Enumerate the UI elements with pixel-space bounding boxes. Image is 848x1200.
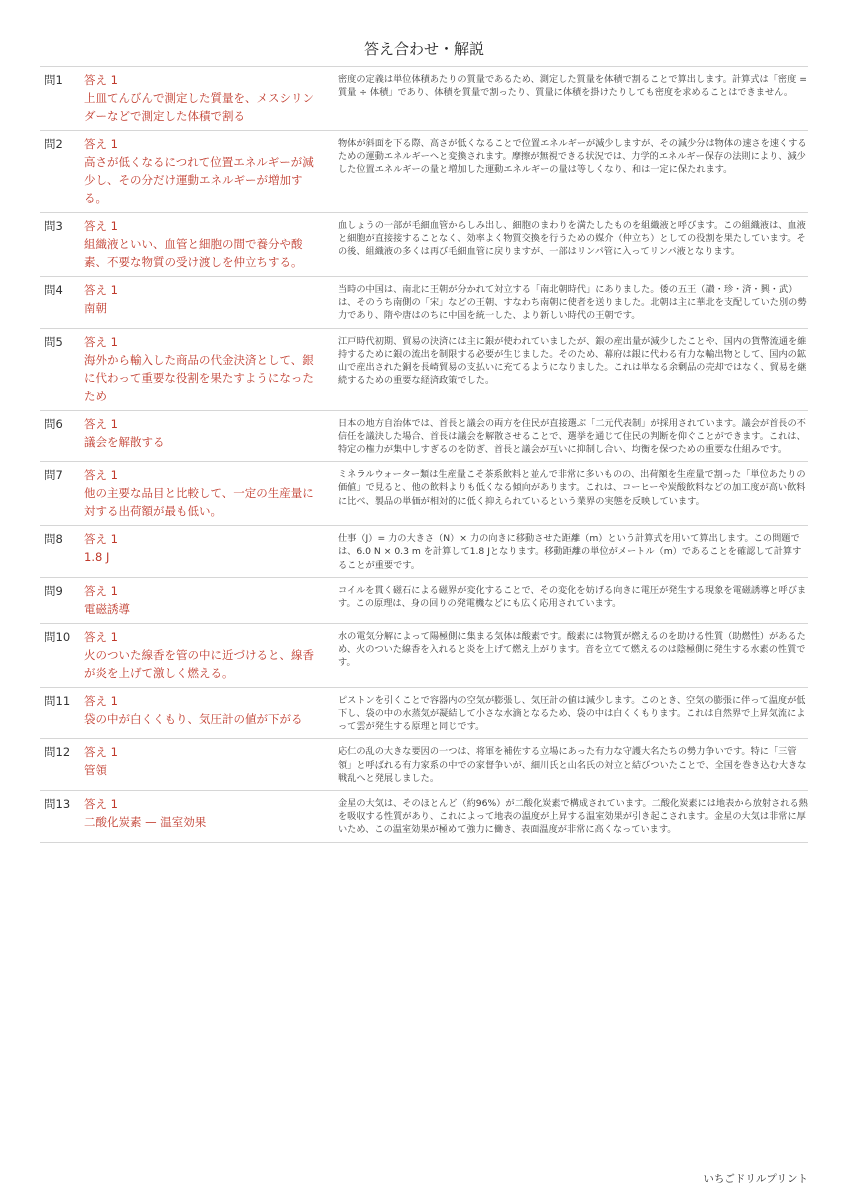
explanation-text: コイルを貫く磁石による磁界が変化することで、その変化を妨げる向きに電圧が発生する現象を電磁誘導と呼びます。この原理は、身の回りの発電機などにも広く応用されています。	[338, 584, 807, 610]
question-number: 問6	[44, 416, 63, 431]
question-number: 問10	[44, 629, 71, 644]
answer-row	[40, 277, 808, 329]
answer-cell	[72, 530, 330, 572]
answer-cell	[72, 628, 330, 682]
answer-text: 他の主要な品目と比較して、一定の生産量に対する出荷額が最も低い。	[84, 486, 314, 519]
explanation-text: 金星の大気は、そのほとんど（約96%）が二酸化炭素で構成されています。二酸化炭素には地表から放射される熱を吸収する性質があり、これによって地表の温度が上昇する温室効果が引き起こされます。金星の大気は非常に厚いため、この温室効果が極めて強力に働き、表面温度が非常に高くなっています。	[338, 798, 808, 836]
answer-row	[40, 624, 808, 688]
answer-text: 1.8 J	[84, 550, 110, 565]
explanation-text: 物体が斜面を下る際、高さが低くなることで位置エネルギーが減少しますが、その減少分は物体の速さを速くするための運動エネルギーへと変換されます。摩擦が無視できる状況では、力学的エネルギー保存の法則により、減少した位置エネルギーの量と増加した運動エネルギーの量は等しくなり、和は一定に保たれます。	[338, 138, 807, 176]
explanation-text: 仕事（J）= 力の大きさ（N）× 力の向きに移動させた距離（m）という計算式を用いて算出します。この問題では、6.0 N × 0.3 m を計算して1.8 Jとなります。移動距離の単位がメートル（m）であることを確認して計算することが重要です。	[338, 533, 802, 571]
answer-list	[40, 66, 808, 843]
question-number: 問12	[44, 745, 71, 760]
explanation-text: 応仁の乱の大きな要因の一つは、将軍を補佐する立場にあった有力な守護大名たちの勢力争いです。特に「三管領」と呼ばれる有力家系の中での家督争いが、細川氏と山名氏の対立と結びついたことで、全国を巻き込む大きな戦乱へと発展しました。	[338, 746, 807, 784]
answer-row	[40, 329, 808, 411]
page-title: 答え合わせ・解説	[363, 40, 484, 58]
answer-text: 火のついた線香を管の中に近づけると、線香が炎を上げて激しく燃える。	[84, 647, 314, 680]
question-number: 問8	[44, 532, 63, 547]
question-number: 問2	[44, 137, 63, 151]
answer-row	[40, 526, 808, 578]
explanation-text: ピストンを引くことで容器内の空気が膨張し、気圧計の値は減少します。このとき、空気の膨張に伴って温度が低下し、袋の中の水蒸気が凝結して小さな水滴となるため、袋の中は白くくもります。これは自然界で上昇気流によって雲が発生する原理と同じです。	[338, 694, 806, 733]
answer-text: 電磁誘導	[84, 601, 130, 616]
answer-label: 答え 1	[84, 583, 118, 598]
answer-text: 袋の中が白くくもり、気圧計の値が下がる	[84, 711, 303, 726]
answer-label: 答え 1	[84, 416, 118, 431]
answer-cell	[72, 217, 330, 271]
question-number: 問11	[44, 693, 71, 708]
answer-cell	[72, 135, 330, 207]
question-number: 問4	[44, 283, 63, 297]
answer-row	[40, 67, 808, 131]
explanation-text: 水の電気分解によって陽極側に集まる気体は酸素です。酸素には物質が燃えるのを助ける性質（助燃性）があるため、火のついた線香を入れると炎を上げて燃え上がります。音を立てて燃えるのは陰極側に発生する水素の性質です。	[338, 630, 806, 669]
answer-row	[40, 688, 808, 740]
answer-label: 答え 1	[84, 693, 118, 708]
answer-cell	[72, 415, 330, 457]
answer-label: 答え 1	[84, 629, 118, 644]
answer-cell	[72, 71, 330, 125]
answer-label: 答え 1	[84, 532, 118, 547]
answer-text: 海外から輸入した商品の代金決済として、銀に代わって重要な役割を果たすようになったため	[84, 352, 314, 403]
answer-text: 組織液といい、血管と細胞の間で養分や酸素、不要な物質の受け渡しを仲立ちする。	[84, 237, 303, 269]
answer-label: 答え 1	[84, 219, 118, 233]
answer-cell	[72, 333, 330, 405]
explanation-text: 血しょうの一部が毛細血管からしみ出し、細胞のまわりを満たしたものを組織液と呼びます。この組織液は、血液と細胞が直接接することなく、効率よく物質交換を行うための媒介（仲立ち）としての役割を果たしています。その後、組織液の多くは再び毛細血管に戻りますが、一部はリンパ管に入ってリンパ液となります。	[338, 220, 806, 258]
answer-text: 管領	[84, 763, 107, 778]
answer-label: 答え 1	[84, 283, 118, 297]
explanation-text: 密度の定義は単位体積あたりの質量であるため、測定した質量を体積で割ることで算出します。計算式は「密度 = 質量 ÷ 体積」であり、体積を質量で割ったり、質量に体積を掛けたりしても密度を求めることはできません。	[338, 74, 807, 99]
explanation-text: ミネラルウォーター類は生産量こそ茶系飲料と並んで非常に多いものの、出荷額を生産量で割った「単位あたりの価値」で見ると、他の飲料よりも低くなる傾向があります。これは、コーヒーや炭酸飲料などの加工度が高い飲料に比べ、製品の単価が相対的に低く抑えられているという業界の実態を反映しています。	[338, 469, 806, 507]
answer-label: 答え 1	[84, 468, 118, 483]
answer-row	[40, 131, 808, 213]
answer-row	[40, 462, 808, 526]
answer-cell	[72, 281, 330, 323]
question-number: 問5	[44, 334, 63, 349]
answer-cell	[72, 692, 330, 734]
answer-row	[40, 213, 808, 277]
answer-label: 答え 1	[84, 334, 118, 349]
answer-cell	[72, 466, 330, 520]
answer-cell	[72, 743, 330, 785]
explanation-text: 当時の中国は、南北に王朝が分かれて対立する「南北朝時代」にありました。倭の五王（讃・珍・済・興・武）は、そのうち南側の「宋」などの王朝、すなわち南朝に使者を送りました。北朝は主に華北を支配していた別の勢力であり、隋や唐はのちに中国を統一した、より新しい時代の王朝です。	[338, 284, 807, 322]
answer-row	[40, 411, 808, 463]
answer-text: 高さが低くなるにつれて位置エネルギーが減少し、その分だけ運動エネルギーが増加する。	[84, 155, 314, 205]
answer-text: 南朝	[84, 301, 107, 315]
answer-row	[40, 791, 808, 843]
explanation-text: 日本の地方自治体では、首長と議会の両方を住民が直接選ぶ「二元代表制」が採用されています。議会が首長の不信任を議決した場合、首長は議会を解散させることで、選挙を通じて住民の判断を仰ぐことができます。これは、特定の権力が集中しすぎるのを防ぎ、首長と議会が互いに抑制し合い、均衡を保つための重要な仕組みです。	[338, 417, 806, 456]
question-number: 問1	[44, 73, 63, 87]
answer-row	[40, 578, 808, 624]
answer-cell	[72, 795, 330, 837]
explanation-text: 江戸時代初期、貿易の決済には主に銀が使われていましたが、銀の産出量が減少したことや、国内の貨幣流通を維持するために銀の流出を制限する必要が生じました。そのため、幕府は銀に代わる有力な輸出物として、国内の鉱山で産出された銅を長崎貿易の支払いに充てるようになりました。これは単なる余剰品の売却ではなく、貿易を継続するための重要な経済政策でした。	[338, 335, 807, 387]
answer-cell	[72, 582, 330, 618]
question-number: 問3	[44, 219, 63, 233]
answer-row	[40, 739, 808, 791]
answer-text: 二酸化炭素 — 温室効果	[84, 815, 207, 830]
answer-label: 答え 1	[84, 73, 118, 87]
question-number: 問9	[44, 583, 63, 598]
answer-text: 議会を解散する	[84, 434, 165, 449]
question-number: 問7	[44, 468, 63, 483]
answer-label: 答え 1	[84, 797, 118, 812]
answer-label: 答え 1	[84, 745, 118, 760]
footer-brand: いちごドリルプリント	[703, 1173, 808, 1185]
answer-text: 上皿てんびんで測定した質量を、メスシリンダーなどで測定した体積で割る	[84, 91, 314, 123]
question-number: 問13	[44, 797, 71, 812]
answer-label: 答え 1	[84, 137, 118, 151]
